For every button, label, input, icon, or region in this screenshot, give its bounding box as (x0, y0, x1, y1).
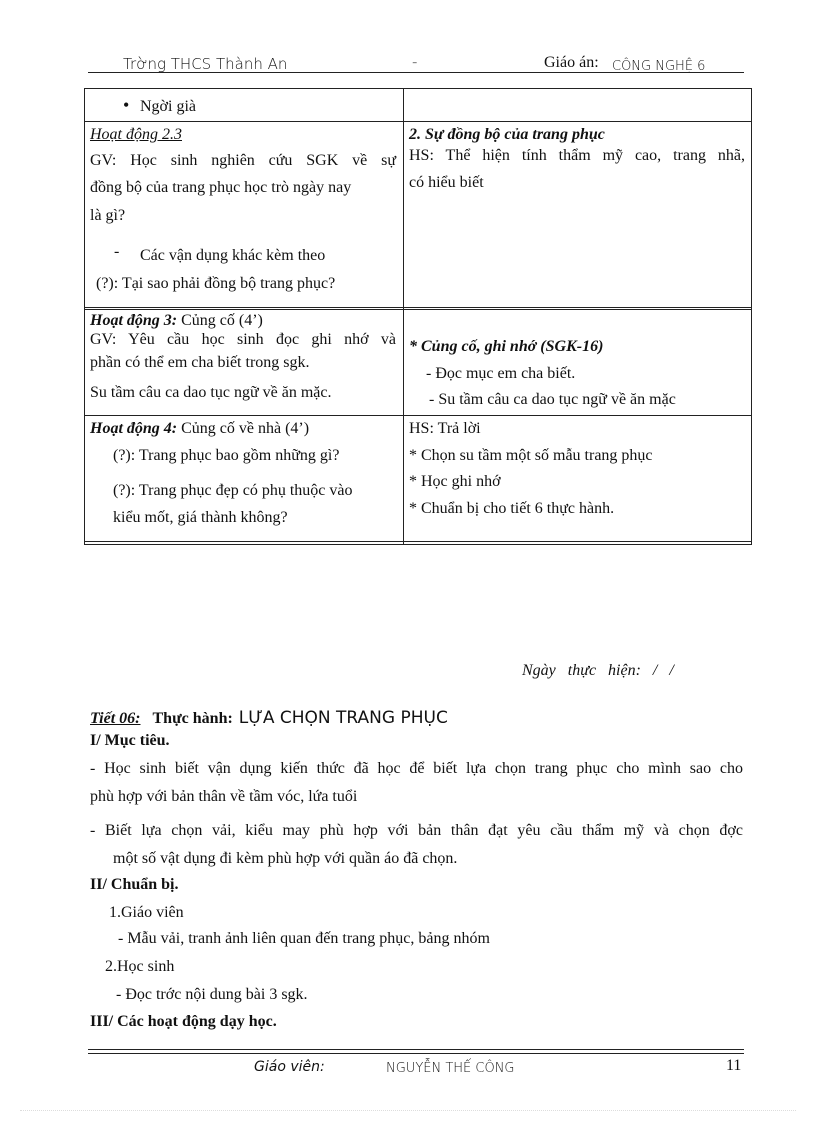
table-cell-text: GV: Yêu cầu học sinh đọc ghi nhớ và (90, 331, 396, 348)
table-cell-text: có hiểu biết (409, 174, 484, 191)
footer-teacher-label: Giáo viên: (254, 1059, 325, 1075)
table-cell-text: Su tầm câu ca dao tục ngữ về ăn mặc. (90, 384, 332, 401)
section-title: III/ Các hoạt động dạy học. (90, 1013, 277, 1030)
table-cell-text: HS: Trả lời (409, 420, 481, 437)
section-title: I/ Mục tiêu. (90, 732, 170, 749)
paragraph-line: - Biết lựa chọn vải, kiểu may phù hợp với bản thân đạt yêu cầu thẩm mỹ và chọn đợc (90, 822, 743, 839)
list-item: 2.Học sinh (105, 958, 175, 975)
activity-title: Hoạt động 3: (90, 312, 178, 329)
list-item: 1.Giáo viên (109, 904, 184, 921)
lesson-heading (90, 708, 448, 728)
table-row-divider (84, 121, 752, 122)
activity-heading (90, 421, 309, 437)
table-cell-text: - Đọc mục em cha biết. (426, 365, 576, 382)
activity-heading (90, 313, 263, 329)
section-title: II/ Chuẩn bị. (90, 876, 179, 893)
table-cell-text: kiểu mốt, giá thành không? (113, 509, 288, 526)
table-cell-text: GV: Học sinh nghiên cứu SGK về sự (90, 152, 396, 169)
lesson-title: LỰA CHỌN TRANG PHỤC (238, 708, 448, 728)
header-lesson-plan-label: Giáo án: (544, 54, 599, 71)
table-cell-text: phần có thể em cha biết trong sgk. (90, 354, 310, 371)
header-dash: - (412, 53, 418, 71)
activity-title: Hoạt động 4: (90, 420, 178, 437)
dash-icon: - (114, 243, 120, 260)
activity-subtitle: Củng cố (4’) (181, 312, 263, 329)
table-cell-text: (?): Trang phục đẹp có phụ thuộc vào (113, 482, 353, 499)
activity-title: Hoạt động 2.3 (90, 126, 182, 143)
bullet-icon: • (123, 95, 130, 115)
table-cell-text: * Chuẩn bị cho tiết 6 thực hành. (409, 500, 615, 517)
table-row-divider (84, 307, 752, 308)
list-item: - Đọc trớc nội dung bài 3 sgk. (116, 986, 308, 1003)
table-cell-text: * Chọn su tầm một số mẫu trang phục (409, 447, 653, 464)
table-border-left (84, 88, 85, 544)
table-cell-text: (?): Trang phục bao gồm những gì? (113, 447, 340, 464)
table-cell-text: đồng bộ của trang phục học trò ngày nay (90, 179, 352, 196)
header-school: Trờng THCS Thành An (123, 55, 288, 73)
table-cell-text: là gì? (90, 207, 126, 224)
paragraph-line: - Học sinh biết vận dụng kiến thức đã học để biết lựa chọn trang phục cho mình sao cho (90, 760, 743, 777)
header-subject: CÔNG NGHỆ 6 (612, 59, 706, 74)
paragraph-line: phù hợp với bản thân về tầm vóc, lứa tuổi (90, 788, 358, 805)
table-border-bottom (84, 541, 752, 542)
table-border-top (84, 88, 752, 89)
table-border-right (751, 88, 752, 544)
list-item: - Mẫu vải, tranh ảnh liên quan đến trang phục, bảng nhóm (118, 930, 490, 947)
table-cell-text: HS: Thể hiện tính thẩm mỹ cao, trang nhã, (409, 147, 745, 164)
table-cell-text: Ngời già (140, 98, 197, 115)
footer-teacher-name: NGUYỄN THẾ CÔNG (386, 1061, 515, 1076)
table-cell-text: (?): Tại sao phải đồng bộ trang phục? (96, 275, 336, 292)
footer-rule (88, 1053, 744, 1054)
footer-rule (88, 1049, 744, 1050)
execution-date: Ngày thực hiện: / / (522, 662, 674, 679)
section-heading: * Củng cố, ghi nhớ (SGK-16) (409, 338, 604, 355)
table-row-divider (84, 309, 752, 310)
table-cell-text: - Su tầm câu ca dao tục ngữ về ăn mặc (429, 391, 676, 408)
table-row-divider (84, 415, 752, 416)
activity-subtitle: Củng cố về nhà (4’) (181, 420, 310, 437)
table-border-bottom (84, 544, 752, 545)
header-rule (88, 72, 744, 73)
section-heading: 2. Sự đồng bộ của trang phục (409, 126, 605, 143)
table-cell-text: Các vận dụng khác kèm theo (140, 247, 326, 264)
paragraph-line: một số vật dụng đi kèm phù hợp với quần áo đã chọn. (113, 850, 458, 867)
table-cell-text: * Học ghi nhớ (409, 473, 501, 490)
page-number: 11 (726, 1057, 742, 1074)
lesson-kind: Thực hành: (152, 710, 233, 727)
page-bottom-dots (20, 1110, 796, 1111)
table-column-divider (403, 88, 404, 544)
lesson-number: Tiết 06: (90, 710, 141, 727)
